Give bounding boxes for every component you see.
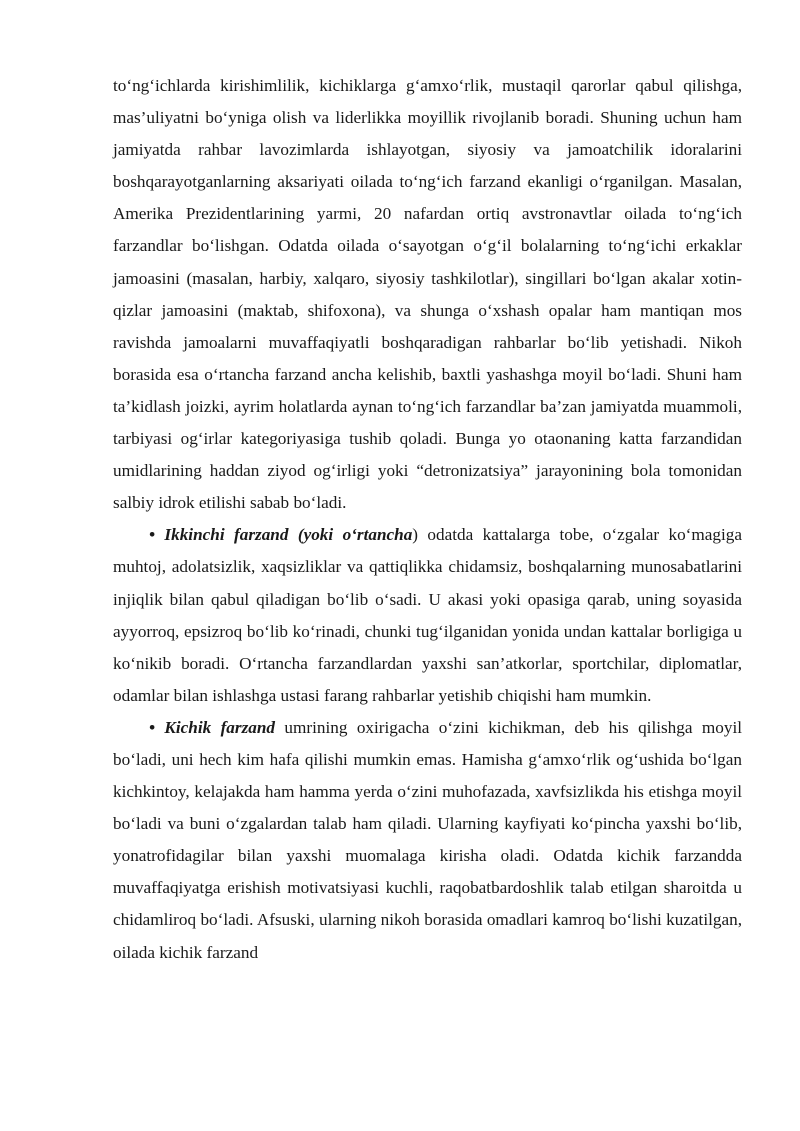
paragraph-youngest-child	[113, 712, 742, 969]
paragraph-second-child	[113, 519, 742, 712]
paragraph-text: umrining oxirigacha o‘zini kichikman, deb his qilishga moyil bo‘ladi, uni hech kim hafa qilishi mumkin emas. Hamisha g‘amxo‘rlik og‘ushida bo‘lgan kichkintoy, kelajakda ham hamma yerda o‘zini muhofazada, xavfsizlikda his etishga moyil bo‘ladi va buni o‘zgalardan talab ham qiladi. Ularning kayfiyati ko‘pincha yaxshi bo‘lib, yonatrofidagilar bilan yaxshi muomalaga kirisha oladi. Odatda kichik farzandda muvaffaqiyatga erishish motivatsiyasi kuchli, raqobatbardoshlik talab etilgan sharoitda u chidamliroq bo‘ladi. Afsuski, ularning nikoh borasida omadlari kamroq bo‘lishi kuzatilgan, oilada kichik farzand	[113, 717, 742, 962]
paragraph-text: to‘ng‘ichlarda kirishimlilik, kichiklarga g‘amxo‘rlik, mustaqil qarorlar qabul qilishga, mas’uliyatni bo‘yniga olish va liderlikka moyillik rivojlanib boradi. Shuning uchun ham jamiyatda rahbar lavozimlarda ishlayotgan, siyosiy va jamoatchilik idoralarini boshqarayotganlarning aksariyati oilada to‘ng‘ich farzand ekanligi o‘rganilgan. Masalan, Amerika Prezidentlarining yarmi, 20 nafardan ortiq avstronavtlar oilada to‘ng‘ich farzandlar bo‘lishgan. Odatda oilada o‘sayotgan o‘g‘il bolalarning to‘ng‘ichi erkaklar jamoasini (masalan, harbiy, xalqaro, siyosiy tashkilotlar), singillari bo‘lgan akalar xotin-qizlar jamoasini (maktab, shifoxona), va shunga o‘xshash opalar ham mantiqan mos ravishda jamoalarni muvaffaqiyatli boshqaradigan rahbarlar bo‘lib yetishadi. Nikoh borasida esa o‘rtancha farzand ancha kelishib, baxtli yashashga moyil bo‘ladi. Shuni ham ta’kidlash joizki, ayrim holatlarda aynan to‘ng‘ich farzandlar ba’zan jamiyatda muammoli, tarbiyasi og‘irlar kategoriyasiga tushib qoladi. Bunga yo otaonaning katta farzandidan umidlarining haddan ziyod og‘irligi yoki “detronizatsiya” jarayonining bola tomonidan salbiy idrok etilishi sabab bo‘ladi.	[113, 76, 742, 513]
paragraph-firstborn	[113, 70, 742, 519]
paragraph-lead: • Kichik farzand	[149, 717, 276, 737]
paragraph-text: ) odatda kattalarga tobe, o‘zgalar ko‘magiga muhtoj, adolatsizlik, xaqsizliklar va qattiqlikka chidamsiz, boshqalarning munosabatlarini injiqlik bilan qabul qiladigan bo‘lib o‘sadi. U akasi yoki opasiga qarab, uning soyasida ayyorroq, epsizroq bo‘lib ko‘rinadi, chunki tug‘ilganidan yonida undan kattalar borligiga u ko‘nikib boradi. O‘rtancha farzandlardan yaxshi san’atkorlar, sportchilar, diplomatlar, odamlar bilan ishlashga ustasi farang rahbarlar yetishib chiqishi ham mumkin.	[113, 525, 742, 705]
paragraph-lead: • Ikkinchi farzand (yoki o‘rtancha	[149, 525, 413, 545]
document-page	[113, 70, 742, 969]
